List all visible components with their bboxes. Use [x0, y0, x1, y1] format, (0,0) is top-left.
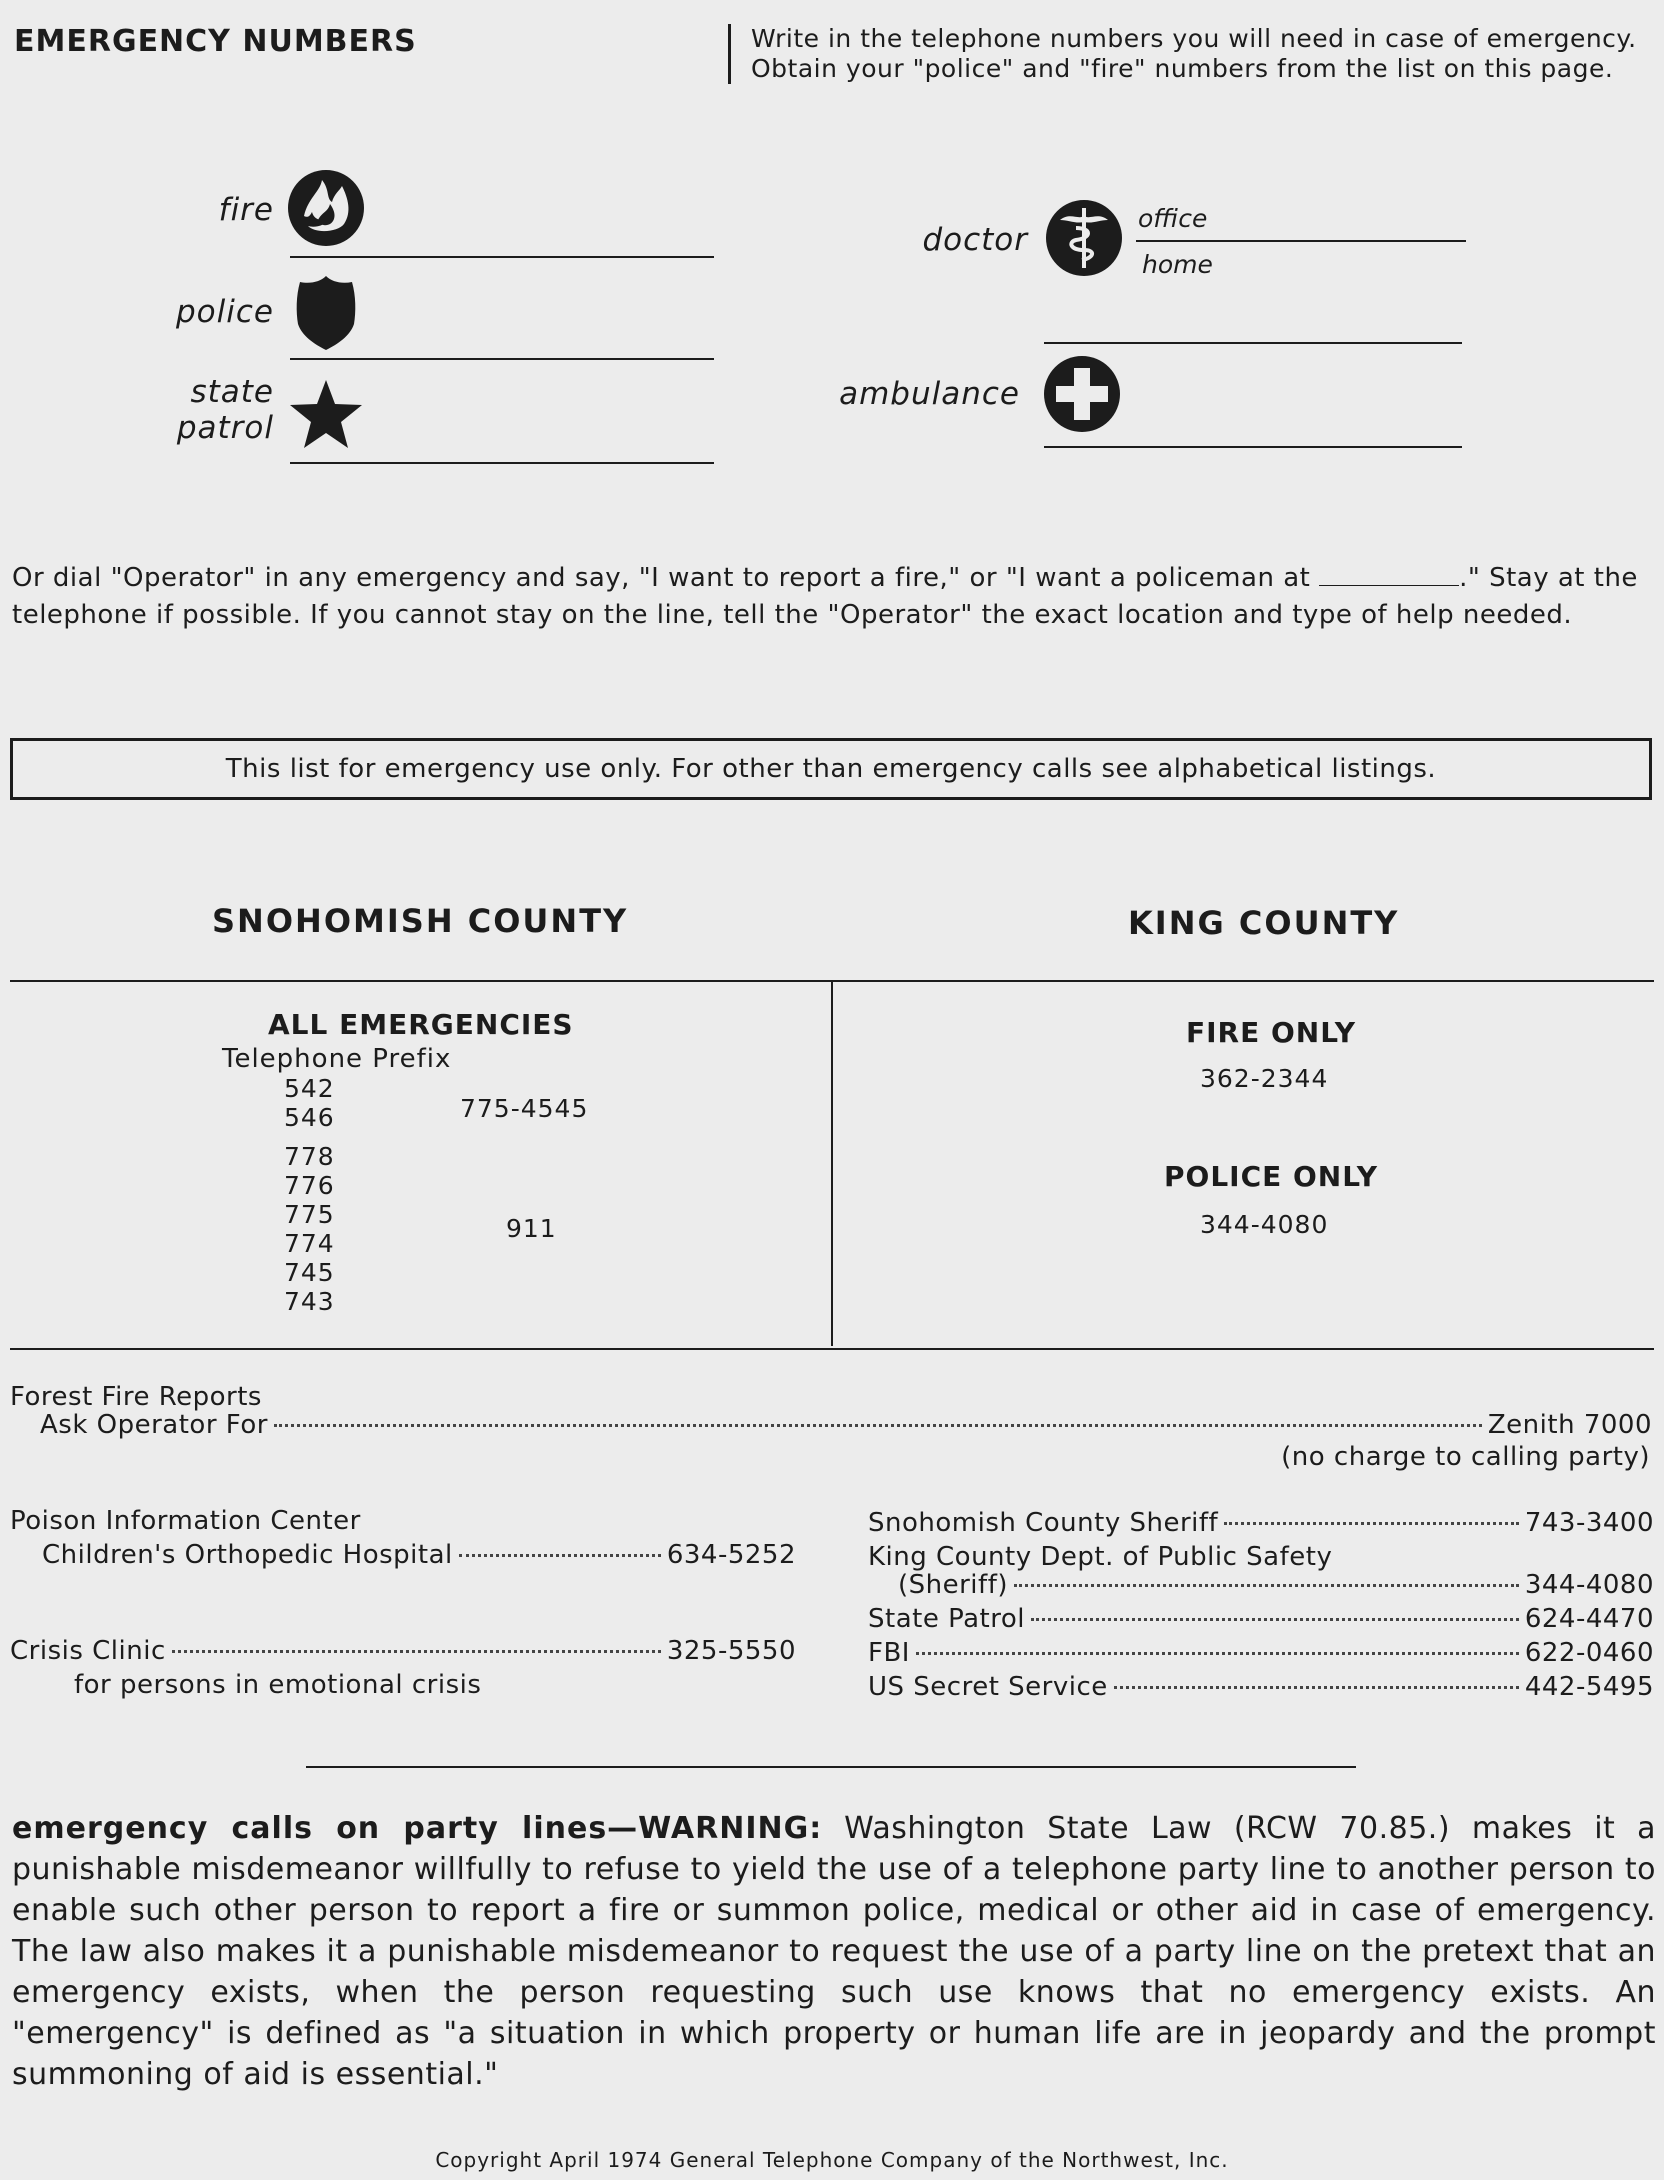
emergency-use-notice: This list for emergency use only. For other than emergency calls see alphabetical listings. [10, 738, 1652, 800]
king-county-title: KING COUNTY [1128, 904, 1400, 942]
telephone-prefix-label: Telephone Prefix [222, 1044, 452, 1074]
forest-fire-note-row [1281, 1442, 1650, 1472]
doctor-label: doctor [922, 222, 1028, 258]
leader-dots [916, 1652, 1519, 1655]
prefix: 743 [284, 1287, 335, 1316]
fbi-number: 622-0460 [1524, 1638, 1654, 1668]
leader-dots [1224, 1522, 1519, 1525]
dial-operator-paragraph [12, 560, 1656, 634]
copyright: Copyright April 1974 General Telephone Company of the Northwest, Inc. [435, 2148, 1229, 2172]
table-bottom-rule [10, 1348, 1654, 1350]
crisis-number: 325-5550 [666, 1636, 796, 1666]
state-patrol-line-1: state [190, 374, 274, 410]
party-line-warning [12, 1808, 1656, 2095]
prefix: 776 [284, 1171, 335, 1200]
prefix-group-2 [284, 1142, 335, 1316]
instructions: Write in the telephone numbers you will need in case of emergency. Obtain your "police" and "fire" numbers from the list on this page. [728, 24, 1664, 84]
poison-row [42, 1540, 796, 1570]
prefix-group-1 [284, 1074, 335, 1132]
king-police-number: 344-4080 [1200, 1210, 1329, 1239]
fbi: FBI [868, 1638, 910, 1668]
poison-title-row [10, 1506, 361, 1536]
flame-icon [286, 168, 366, 248]
prefix: 778 [284, 1142, 335, 1171]
all-emergencies-label: ALL EMERGENCIES [268, 1008, 574, 1041]
police-write-line[interactable] [290, 358, 714, 360]
state-patrol-label [100, 374, 274, 446]
king-safety-line-1: King County Dept. of Public Safety [868, 1542, 1333, 1572]
prefix: 745 [284, 1258, 335, 1287]
leader-dots [459, 1554, 661, 1557]
ambulance-write-line[interactable] [1044, 446, 1462, 448]
secret-service-number: 442-5495 [1524, 1672, 1654, 1702]
table-divider [831, 982, 833, 1346]
warning-text: Washington State Law (RCW 70.85.) makes it a punishable misdemeanor willfully to refuse to yield the use of a telephone party line to another person to enable such other person to report a fire or summon police, medical or other aid in case of emergency. The law also makes it a punishable misdemeanor to request the use of a party line on the pretext that an emergency exists, when the person requesting such use knows that no emergency exists. An "emergency" is defined as "a situation in which property or human life are in jeopardy and the prompt summoning of aid is essential." [12, 1811, 1657, 2092]
state-patrol: State Patrol [868, 1604, 1025, 1634]
forest-fire-line-1: Forest Fire Reports [10, 1382, 262, 1412]
police-only-label: POLICE ONLY [1164, 1160, 1378, 1193]
medical-cross-icon [1042, 354, 1122, 434]
snohomish-county-title: SNOHOMISH COUNTY [212, 902, 629, 940]
police-label: police [176, 294, 274, 330]
forest-fire-title [10, 1382, 262, 1412]
fire-only-label: FIRE ONLY [1186, 1016, 1356, 1049]
prefix: 546 [284, 1103, 335, 1132]
forest-fire-line-2: Ask Operator For [40, 1410, 268, 1440]
star-icon [286, 374, 366, 454]
group-1-number: 775-4545 [460, 1094, 589, 1123]
king-safety-title-row [868, 1542, 1332, 1572]
doctor-home-label: home [1142, 250, 1213, 279]
forest-fire-number: Zenith 7000 [1487, 1410, 1652, 1440]
leader-dots [172, 1650, 661, 1653]
poison-sub: Children's Orthopedic Hospital [42, 1540, 453, 1570]
doctor-home-write-line[interactable] [1044, 342, 1462, 344]
sheriff-sno: Snohomish County Sheriff [868, 1508, 1219, 1538]
sheriff-sno-number: 743-3400 [1524, 1508, 1654, 1538]
group-2-number: 911 [506, 1214, 557, 1243]
caduceus-icon [1044, 198, 1124, 278]
doctor-office-write-line[interactable] [1136, 240, 1466, 242]
crisis-sub-row [74, 1670, 481, 1700]
leader-dots [1114, 1686, 1519, 1689]
state-patrol-row [868, 1604, 1654, 1634]
leader-dots [1014, 1584, 1519, 1587]
fire-write-line[interactable] [290, 256, 714, 258]
ambulance-label: ambulance [839, 376, 1020, 412]
state-patrol-number: 624-4470 [1524, 1604, 1654, 1634]
crisis-row [10, 1636, 796, 1666]
prefix: 774 [284, 1229, 335, 1258]
crisis-sub: for persons in emotional crisis [74, 1670, 482, 1700]
police-badge-icon [286, 272, 366, 352]
king-safety-line-2: (Sheriff) [898, 1570, 1008, 1600]
state-patrol-line-2: patrol [176, 410, 274, 446]
poison-number: 634-5252 [666, 1540, 796, 1570]
page-title: EMERGENCY NUMBERS [14, 24, 417, 59]
warning-lead: emergency calls on party lines—WARNING: [12, 1811, 823, 1846]
king-safety-number: 344-4080 [1524, 1570, 1654, 1600]
location-blank [1319, 585, 1459, 586]
forest-fire-row [40, 1410, 1652, 1440]
forest-fire-note: (no charge to calling party) [1281, 1442, 1650, 1472]
secret-service-row [868, 1672, 1654, 1702]
sheriff-sno-row [868, 1508, 1654, 1538]
dial-operator-part-1: Or dial "Operator" in any emergency and say, "I want to report a fire," or "I want a policeman at [12, 563, 1320, 593]
fire-label: fire [218, 192, 274, 228]
section-rule [306, 1766, 1356, 1768]
fbi-row [868, 1638, 1654, 1668]
leader-dots [274, 1424, 1482, 1427]
crisis-title: Crisis Clinic [10, 1636, 166, 1666]
secret-service: US Secret Service [868, 1672, 1108, 1702]
doctor-office-label: office [1138, 204, 1208, 233]
prefix: 775 [284, 1200, 335, 1229]
king-fire-number: 362-2344 [1200, 1064, 1329, 1093]
poison-title: Poison Information Center [10, 1506, 361, 1536]
dial-operator-part-2: ." Stay at the telephone if possible. If you cannot stay on the line, tell the "Operator" the exact location and type of help needed. [12, 563, 1638, 630]
king-safety-row [898, 1570, 1654, 1600]
prefix: 542 [284, 1074, 335, 1103]
state-patrol-write-line[interactable] [290, 462, 714, 464]
leader-dots [1031, 1618, 1519, 1621]
